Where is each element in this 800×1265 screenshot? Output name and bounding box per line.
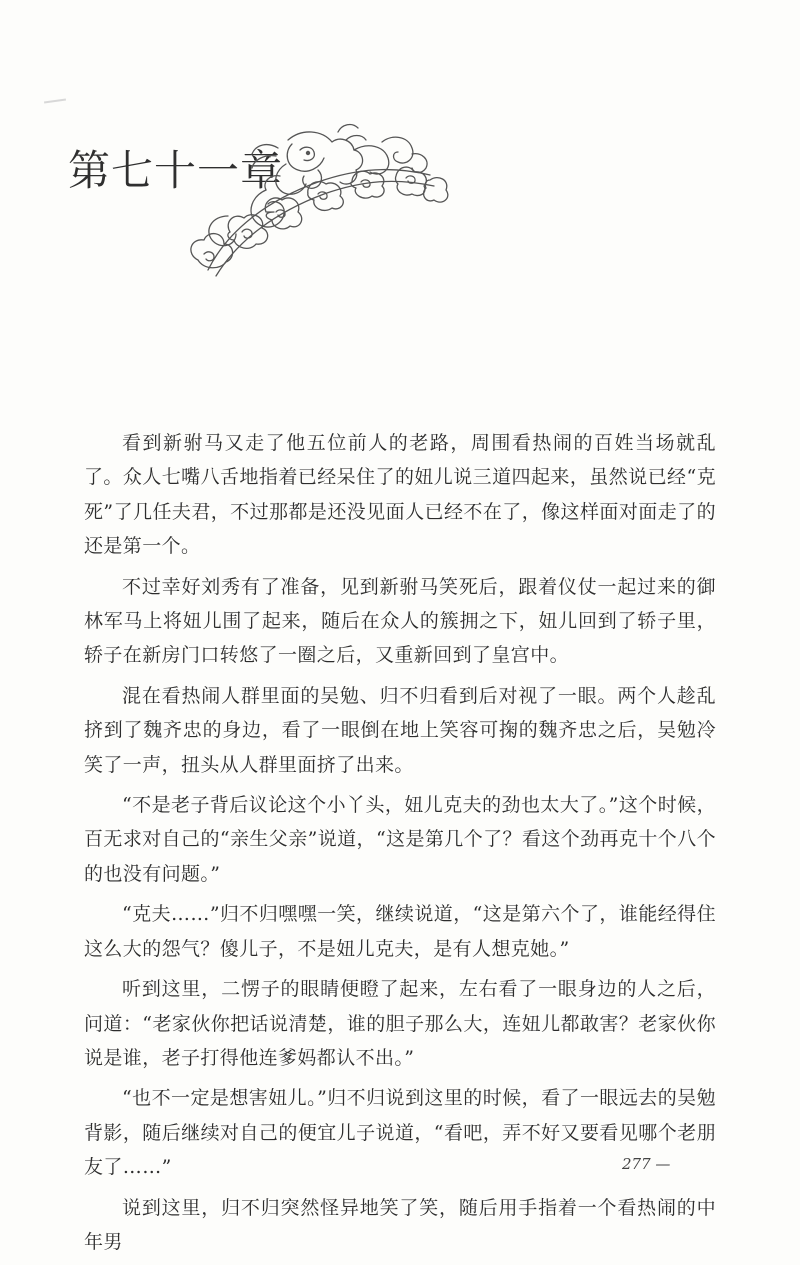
- cloud-dragon-ornament-icon: [168, 120, 458, 280]
- paragraph-8: 说到这里，归不归突然怪异地笑了笑，随后用手指着一个看热闹的中年男: [84, 1196, 716, 1253]
- paragraph-2: 不过幸好刘秀有了准备，见到新驸马笑死后，跟着仪仗一起过来的御林军马上将妞儿围了起来，随后在众人的簇拥之下，妞儿回到了轿子里，轿子在新房门口转悠了一圈之后，又重新回到了皇宫中。: [84, 575, 716, 667]
- paragraph-3: 混在看热闹人群里面的吴勉、归不归看到后对视了一眼。两个人趁乱挤到了魏齐忠的身边，看了一眼倒在地上笑容可掬的魏齐忠之后，吴勉冷笑了一声，扭头从人群里面挤了出来。: [84, 684, 716, 776]
- paragraph-7: “也不一定是想害妞儿。”归不归说到这里的时候，看了一眼远去的吴勉背影，随后继续对自己的便宜儿子说道，“看吧，弄不好又要看见哪个老朋友了……”: [84, 1087, 716, 1179]
- paragraph-4: “不是老子背后议论这个小丫头，妞儿克夫的劲也太大了。”这个时候，百无求对自己的“亲生父亲”说道，“这是第几个了？看这个劲再克十个八个的也没有问题。”: [84, 794, 716, 885]
- paragraph-6: 听到这里，二愣子的眼睛便瞪了起来，左右看了一眼身边的人之后，问道：“老家伙你把话说清楚，谁的胆子那么大，连妞儿都敢害？老家伙你说是谁，老子打得他连爹妈都认不出。”: [84, 978, 716, 1069]
- chapter-body: [84, 426, 716, 1265]
- paragraph-5: “克夫……”归不归嘿嘿一笑，继续说道，“这是第六个了，谁能经得住这么大的怨气？傻儿子，不是妞儿克夫，是有人想克她。”: [84, 903, 716, 960]
- scan-mark: [44, 98, 66, 103]
- chapter-title: 第七十一章: [68, 146, 284, 195]
- paragraph-1: 看到新驸马又走了他五位前人的老路，周围看热闹的百姓当场就乱了。众人七嘴八舌地指着已经呆住了的妞儿说三道四起来，虽然说已经“克死”了几任夫君，不过那都是还没见面人已经不在了，像这样面对面走了的还是第一个。: [84, 432, 716, 558]
- page-number: 277 —: [622, 1155, 671, 1173]
